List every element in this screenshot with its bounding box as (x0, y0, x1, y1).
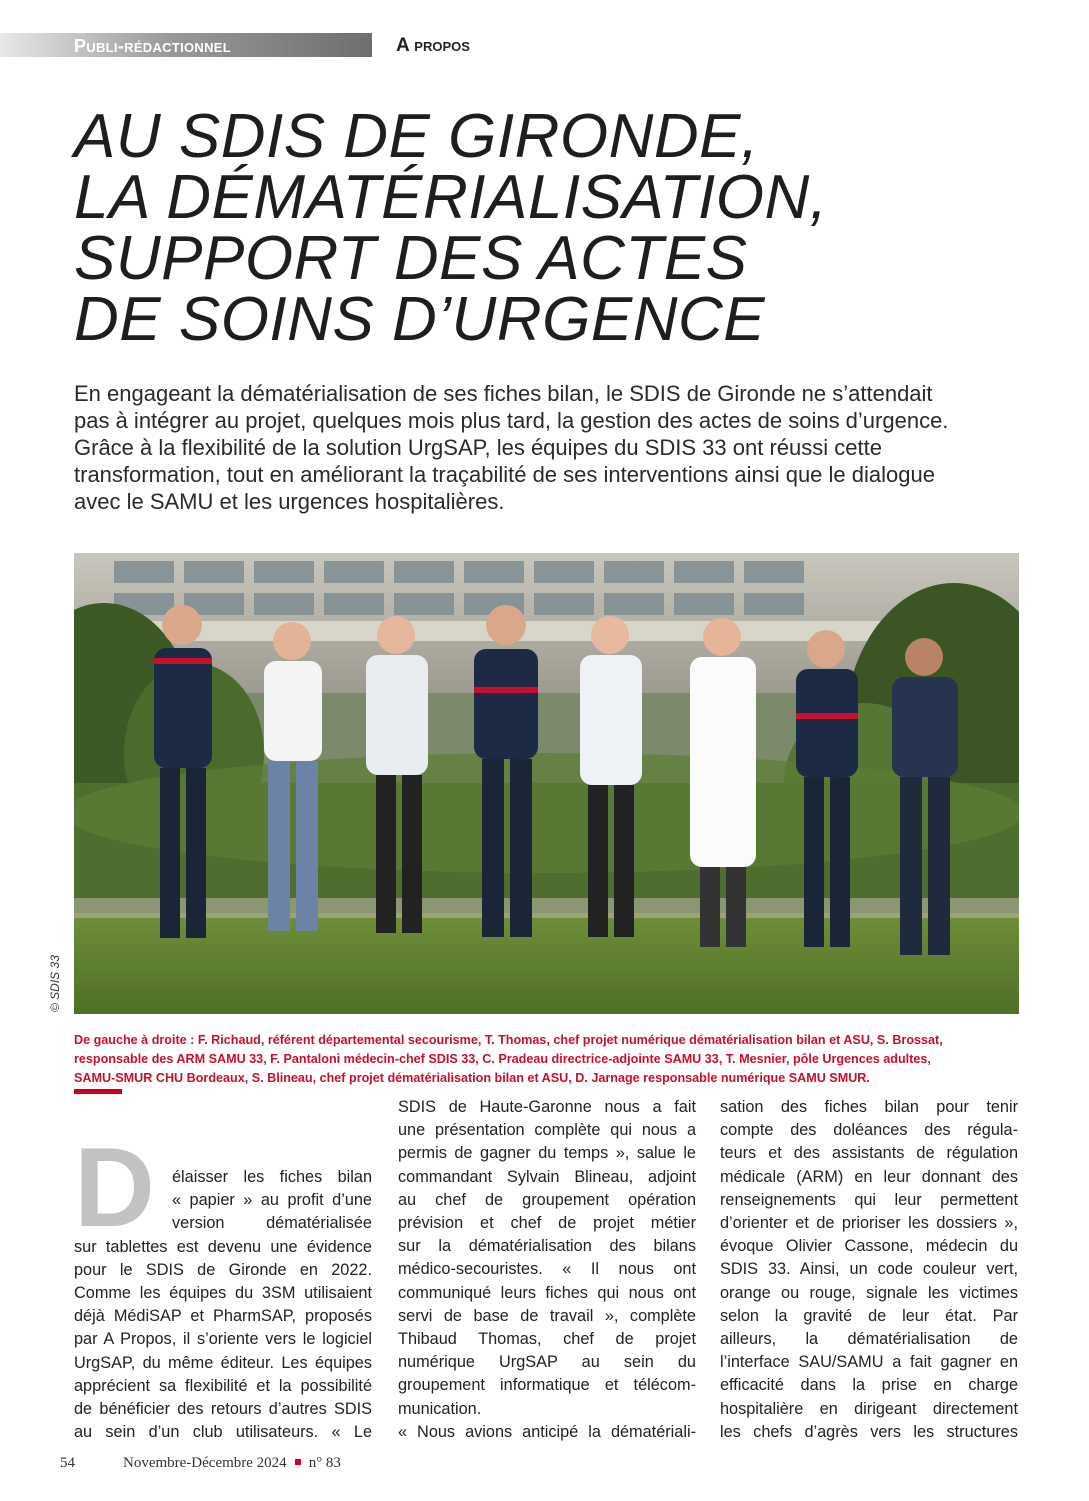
body-line: ailleurs, la dématérialisation de (720, 1330, 1018, 1349)
footer-issue (123, 1455, 341, 1472)
body-line: évoque Olivier Cassone, médecin du (720, 1237, 1018, 1256)
caption-line: De gauche à droite : F. Richaud, référent départemental secourisme, T. Thomas, chef projet numérique dématérialisation bilan et ASU, S. Brossat, (74, 1033, 943, 1047)
caption-line: SAMU-SMUR CHU Bordeaux, S. Blineau, chef projet dématérialisation bilan et ASU, D. Jarnage responsable numérique SAMU SMUR. (74, 1071, 870, 1085)
body-line: sur tablettes est devenu une évidence (74, 1237, 372, 1256)
body-line: teurs et des assistants de régulation (720, 1144, 1018, 1163)
caption-line: responsable des ARM SAMU 33, F. Pantaloni médecin-chef SDIS 33, C. Pradeau directrice-adjointe SAMU 33, T. Mesnier, pôle Urgences adultes, (74, 1052, 931, 1066)
body-line: apprécient sa flexibilité et la possibilité (74, 1376, 372, 1395)
body-line: l’interface SAU/SAMU a fait gagner en (720, 1353, 1018, 1372)
body-line: renseignements qui leur permettent (720, 1190, 1018, 1209)
issue-date: Novembre-Décembre 2024 (123, 1455, 287, 1471)
body-line: médico-secouristes. « Il nous ont (398, 1260, 696, 1279)
body-line: version dématérialisée (172, 1214, 372, 1233)
body-line: par A Propos, il s’oriente vers le logiciel (74, 1330, 372, 1349)
body-line: groupement informatique et télécom- (398, 1376, 696, 1395)
body-line: munication. (398, 1399, 482, 1418)
body-line: déjà MédiSAP et PharmSAP, proposés (74, 1307, 372, 1326)
photo-credit: © SDIS 33 (48, 955, 62, 1012)
body-line: permis de gagner du temps », salue le (398, 1144, 696, 1163)
body-line: UrgSAP, du même éditeur. Les équipes (74, 1353, 372, 1372)
body-line: numérique UrgSAP au sein du (398, 1353, 696, 1372)
body-line: orange ou rouge, signale les victimes (720, 1283, 1018, 1302)
body-line: élaisser les fiches bilan (172, 1168, 372, 1186)
banner-label: Publi-rédactionnel (74, 36, 232, 56)
body-line: Thibaud Thomas, chef de projet (398, 1330, 696, 1349)
body-line: hospitalière en dirigeant directement (720, 1399, 1018, 1418)
group-photo (74, 553, 1019, 1014)
body-line: de bénéficier des retours d’autres SDIS (74, 1400, 372, 1419)
body-line: servi de base de travail », complète (398, 1306, 696, 1325)
body-column-3 (720, 1096, 1018, 1444)
body-line: commandant Sylvain Blineau, adjoint (398, 1167, 696, 1186)
body-line: Comme les équipes du 3SM utilisaient (74, 1284, 372, 1303)
body-line: sation des fiches bilan pour tenir (720, 1098, 1018, 1116)
body-line: prévision et chef de projet métier (398, 1214, 696, 1233)
body-line: « Nous avions anticipé la dématériali- (398, 1422, 696, 1441)
article-lead (74, 380, 1024, 515)
lead-line: transformation, tout en améliorant la traçabilité de ses interventions ainsi que le dialogue (74, 462, 935, 487)
lead-line: En engageant la dématérialisation de ses fiches bilan, le SDIS de Gironde ne s’attendait (74, 381, 933, 406)
body-line: sur la dématérialisation des bilans (398, 1237, 696, 1256)
body-line: selon la gravité de leur état. Par (720, 1306, 1018, 1325)
lead-line: avec le SAMU et les urgences hospitalières. (74, 489, 505, 514)
body-line: communiqué leurs fiches qui nous ont (398, 1283, 696, 1302)
body-column-1 (74, 1166, 372, 1444)
body-line: SDIS de Haute-Garonne nous a fait (398, 1098, 696, 1116)
page-number: 54 (60, 1455, 75, 1471)
title-line: AU SDIS DE GIRONDE, (74, 102, 759, 171)
section-label: A propos (396, 35, 470, 56)
issue-number: n° 83 (308, 1455, 341, 1471)
body-line: pour le SDIS de Gironde en 2022. (74, 1260, 372, 1279)
body-line: médicale (ARM) en leur donnant des (720, 1167, 1018, 1186)
separator-square-icon (295, 1459, 301, 1465)
photo-caption (74, 1031, 1024, 1088)
lead-line: pas à intégrer au projet, quelques mois plus tard, la gestion des actes de soins d’urgence. (74, 408, 949, 433)
body-line: une présentation complète qui nous a (398, 1121, 696, 1140)
title-line: SUPPORT DES ACTES (74, 224, 748, 293)
lead-line: Grâce à la flexibilité de la solution UrgSAP, les équipes du SDIS 33 ont réussi cette (74, 435, 882, 460)
body-line: compte des doléances des régula- (720, 1121, 1018, 1140)
body-line: les chefs d’agrès vers les structures (720, 1422, 1018, 1441)
body-column-2 (398, 1096, 696, 1444)
group-photo-illustration (74, 553, 1019, 1014)
article-title (74, 102, 1034, 354)
title-line: LA DÉMATÉRIALISATION, (74, 163, 828, 232)
body-line: SDIS 33. Ainsi, un code couleur vert, (720, 1260, 1018, 1279)
body-line: « papier » au profit d’une (172, 1191, 372, 1210)
body-line: au chef de groupement opération (398, 1190, 696, 1209)
body-line: d’orienter et de prioriser les dossiers », (720, 1214, 1018, 1233)
body-line: efficacité dans la prise en charge (720, 1376, 1018, 1395)
title-line: DE SOINS D’URGENCE (74, 285, 766, 354)
drop-cap: D (74, 1125, 155, 1250)
body-line: au sein d’un club utilisateurs. « Le (74, 1423, 372, 1442)
caption-rule (74, 1089, 122, 1094)
